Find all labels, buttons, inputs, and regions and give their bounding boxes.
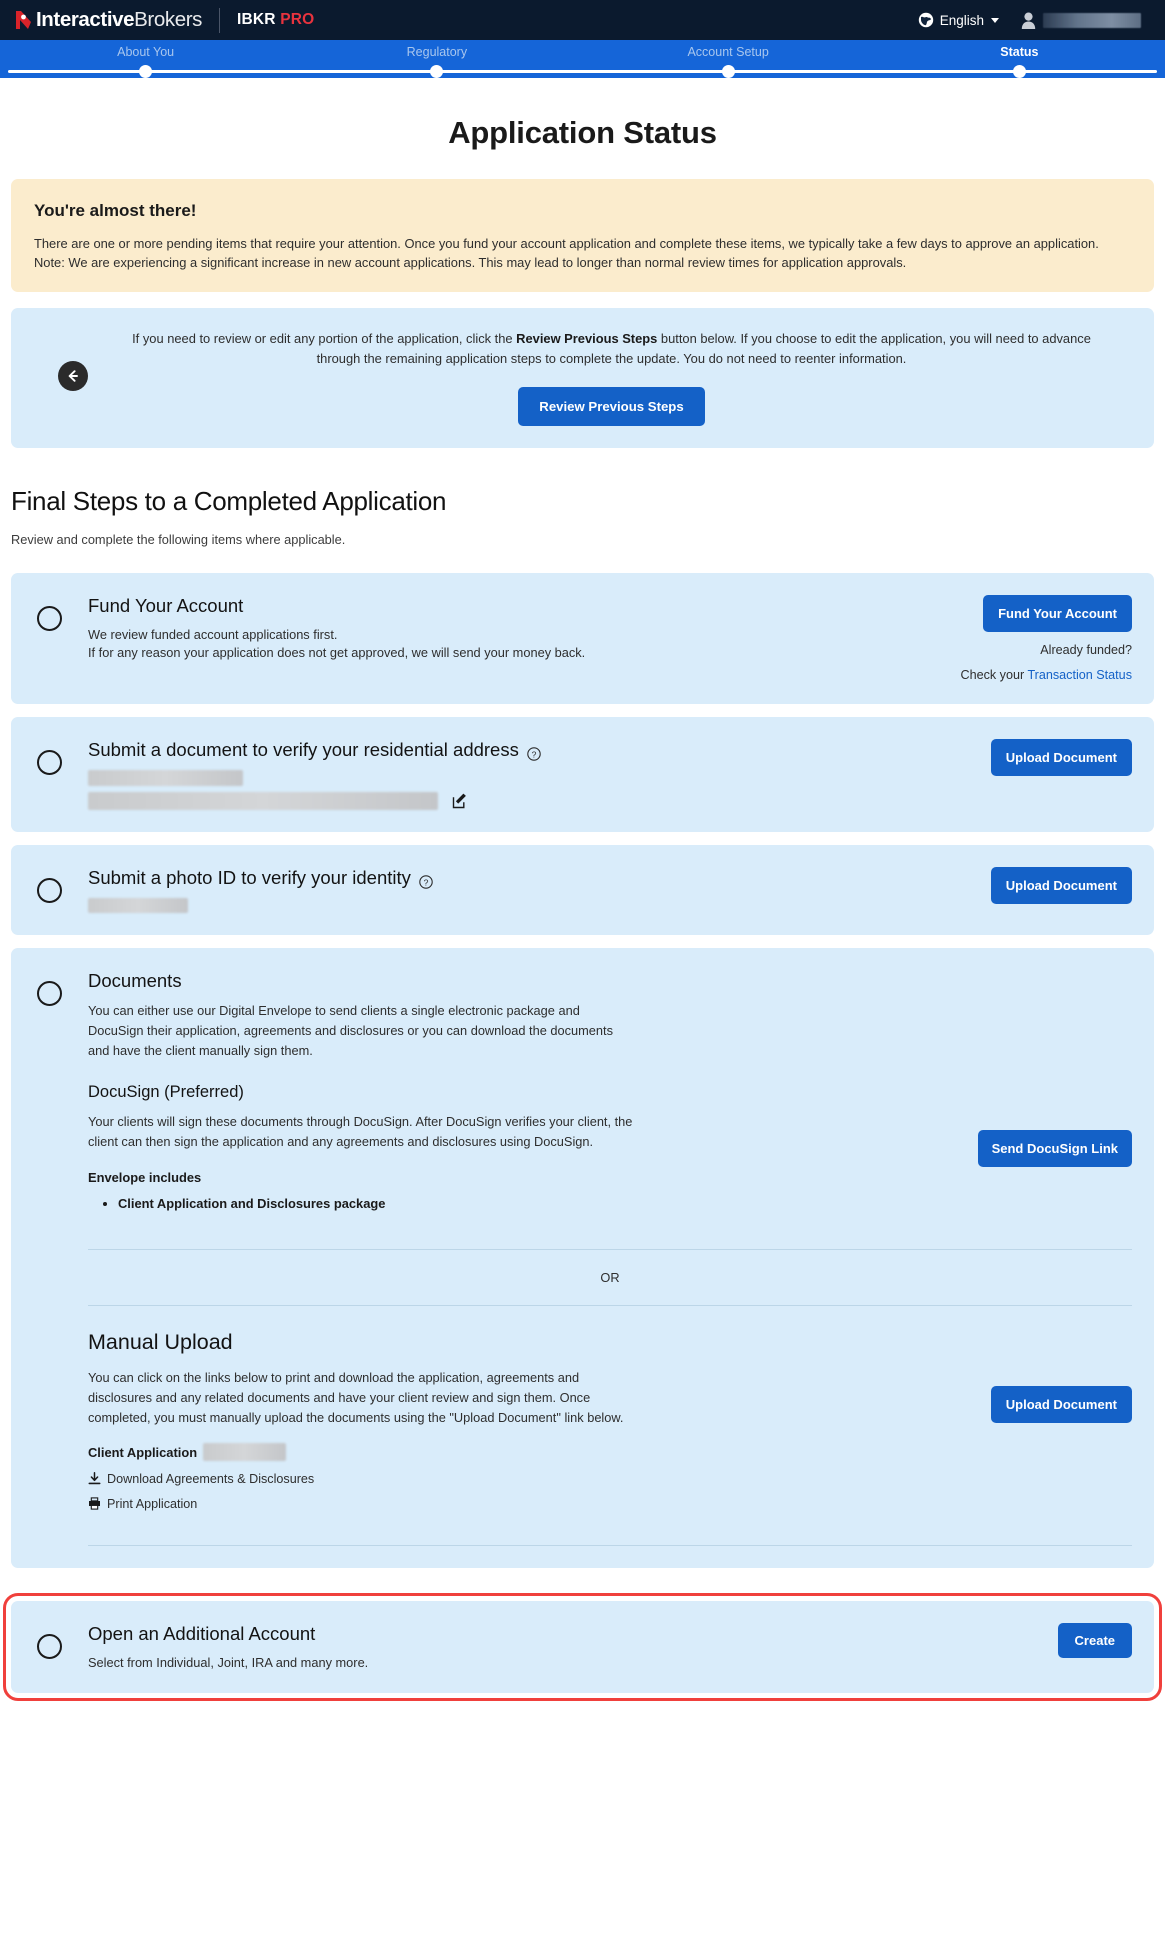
fund-account-title: Fund Your Account [88,594,244,616]
photo-id-title-text: Submit a photo ID to verify your identity [88,866,411,888]
page-title: Application Status [448,115,717,150]
download-icon [88,1472,101,1485]
address-line1-redacted [88,770,243,786]
open-additional-account-card[interactable] [11,1601,1154,1694]
question-mark-circle-icon[interactable] [419,872,433,886]
client-application-row [88,1443,952,1461]
documents-card-bottom-divider [88,1545,1132,1546]
product-badge-ibkr: IBKR [237,11,276,28]
globe-icon [918,12,934,28]
stepper-dot-cell [874,65,1165,78]
fund-account-status-circle [37,606,62,631]
question-mark-circle-icon[interactable] [527,744,541,758]
envelope-includes-heading: Envelope includes [88,1169,202,1185]
stepper-dot-status[interactable] [1013,65,1026,78]
documents-intro-text: You can either use our Digital Envelope to send clients a single electronic package and DocuSign their application, agreements and disclosures or you can download the documents and have the client manually sign them. [88,1002,613,1058]
address-line2-row [88,786,922,810]
upload-photo-id-button[interactable]: Upload Document [991,867,1132,904]
language-label: English [939,12,984,28]
fund-your-account-button[interactable]: Fund Your Account [983,595,1132,632]
svg-text:?: ? [531,749,537,760]
brand-secondary: Brokers [134,8,202,31]
back-arrow-icon[interactable] [58,361,88,391]
stepper-step-account-setup[interactable]: Account Setup [687,45,769,59]
stepper-dot-about-you[interactable] [139,65,152,78]
review-text-part1: If you need to review or edit any portion of the application, click the [132,331,517,347]
spacer [11,1581,1154,1601]
address-card-actions [922,739,1132,810]
page-content [0,78,1165,1693]
stepper-dot-cell [0,65,291,78]
language-selector[interactable] [918,12,999,28]
user-menu[interactable] [1021,12,1141,29]
or-separator-label: OR [600,1269,620,1285]
review-text-bold: Review Previous Steps [516,331,658,347]
documents-card [11,948,1154,1568]
fund-account-content [88,595,922,682]
client-application-label: Client Application [88,1444,198,1460]
address-card-title-text: Submit a document to verify your residential address [88,738,519,760]
print-application-label: Print Application [107,1496,198,1511]
username-redacted [1043,13,1141,28]
photo-id-card [11,845,1154,935]
send-docusign-link-button[interactable]: Send DocuSign Link [978,1130,1132,1167]
download-agreements-link[interactable] [88,1472,952,1486]
stepper-step-status[interactable]: Status [1000,45,1039,59]
review-previous-steps-button[interactable]: Review Previous Steps [518,387,704,426]
download-agreements-label: Download Agreements & Disclosures [107,1471,315,1486]
documents-divider-bottom [88,1305,1132,1306]
docusign-actions [952,1112,1132,1211]
photo-id-value-redacted [88,898,188,913]
review-previous-steps-panel [11,308,1154,448]
client-application-value-redacted [203,1443,286,1461]
final-steps-heading: Final Steps to a Completed Application [11,485,447,516]
address-line2-redacted [88,792,438,810]
envelope-items-list [118,1196,952,1211]
additional-account-status-circle [37,1634,62,1659]
manual-upload-actions [952,1368,1132,1511]
transaction-status-row [960,668,1132,682]
address-status-circle [37,750,62,775]
alert-heading: You're almost there! [34,201,197,220]
docusign-heading: DocuSign (Preferred) [88,1082,244,1101]
svg-text:?: ? [423,877,429,888]
user-avatar-icon [1021,12,1036,29]
create-account-button[interactable]: Create [1058,1623,1132,1658]
photo-id-actions [922,867,1132,913]
stepper-dot-cell [583,65,874,78]
ib-logo-mark-icon [14,9,33,31]
review-panel-body [112,329,1131,426]
final-steps-subheading: Review and complete the following items where applicable. [11,531,346,547]
manual-upload-row [88,1368,1132,1511]
photo-id-title [88,867,922,889]
docusign-row [88,1112,1132,1211]
check-your-label: Check your [960,667,1025,682]
stepper-step-regulatory[interactable]: Regulatory [406,45,468,59]
address-card-title [88,739,922,761]
stepper-dot-account-setup[interactable] [722,65,735,78]
stepper-dots [0,65,1165,78]
header-right-controls [918,12,1151,29]
stepper-step-about-you[interactable]: About You [117,45,175,59]
transaction-status-link[interactable]: Transaction Status [1027,667,1132,682]
documents-content [88,970,1132,1546]
interactive-brokers-logo[interactable] [14,8,202,32]
documents-title: Documents [88,969,182,991]
stepper-dot-cell [291,65,582,78]
top-header-bar [0,0,1165,40]
header-divider [219,8,220,33]
edit-pencil-icon[interactable] [452,793,468,809]
additional-account-content [88,1623,922,1672]
docusign-text-block [88,1112,952,1211]
additional-account-subtitle: Select from Individual, Joint, IRA and many more. [88,1654,369,1670]
additional-account-title: Open an Additional Account [88,1622,316,1644]
photo-id-status-circle [37,878,62,903]
review-panel-text [112,329,1111,368]
docusign-description: Your clients will sign these documents through DocuSign. After DocuSign verifies your client, the client can then sign the application and any agreements and disclosures using DocuSign. [88,1113,633,1149]
chevron-down-icon [991,18,999,23]
alert-body: There are one or more pending items that require your attention. Once you fund your account application and complete these items, we typically take a few days to approve an application. Note: We are experiencing a significant increase in new account applications. This may lead to longer than normal review times for application approvals. [34,236,1099,271]
additional-account-actions [922,1623,1132,1672]
fund-account-actions [922,595,1132,682]
product-badge [237,11,314,29]
fund-account-line1: We review funded account applications first. [88,626,338,642]
manual-upload-heading: Manual Upload [88,1329,233,1354]
documents-status-circle [37,981,62,1006]
product-badge-pro: PRO [280,11,315,28]
photo-id-content [88,867,922,913]
address-card-content [88,739,922,810]
brand-text [36,8,202,32]
manual-upload-document-button[interactable]: Upload Document [991,1386,1132,1423]
printer-icon [88,1497,101,1510]
stepper-dot-regulatory[interactable] [430,65,443,78]
brand-primary: Interactive [36,8,135,31]
fund-account-card [11,573,1154,704]
manual-upload-text-block [88,1368,952,1511]
already-funded-text: Already funded? [1040,642,1132,657]
envelope-item: • Client Application and Disclosures package [118,1196,952,1211]
fund-account-line2: If for any reason your application does not get approved, we will send your money back. [88,644,586,660]
residential-address-card [11,717,1154,832]
print-application-link[interactable] [88,1497,952,1511]
manual-upload-description: You can click on the links below to print and download the application, agreements and disclosures and any related documents and have your client review and sign them. Once completed, you must manually upload the documents using the "Upload Document" link below. [88,1369,624,1425]
review-text-part2: button below. If you choose to edit the application, you will need to advance through the remaining application steps to complete the update. You do not need to reenter information. [316,331,1091,366]
upload-address-document-button[interactable]: Upload Document [991,739,1132,776]
pending-items-alert [11,179,1154,292]
application-progress-stepper [0,40,1165,78]
